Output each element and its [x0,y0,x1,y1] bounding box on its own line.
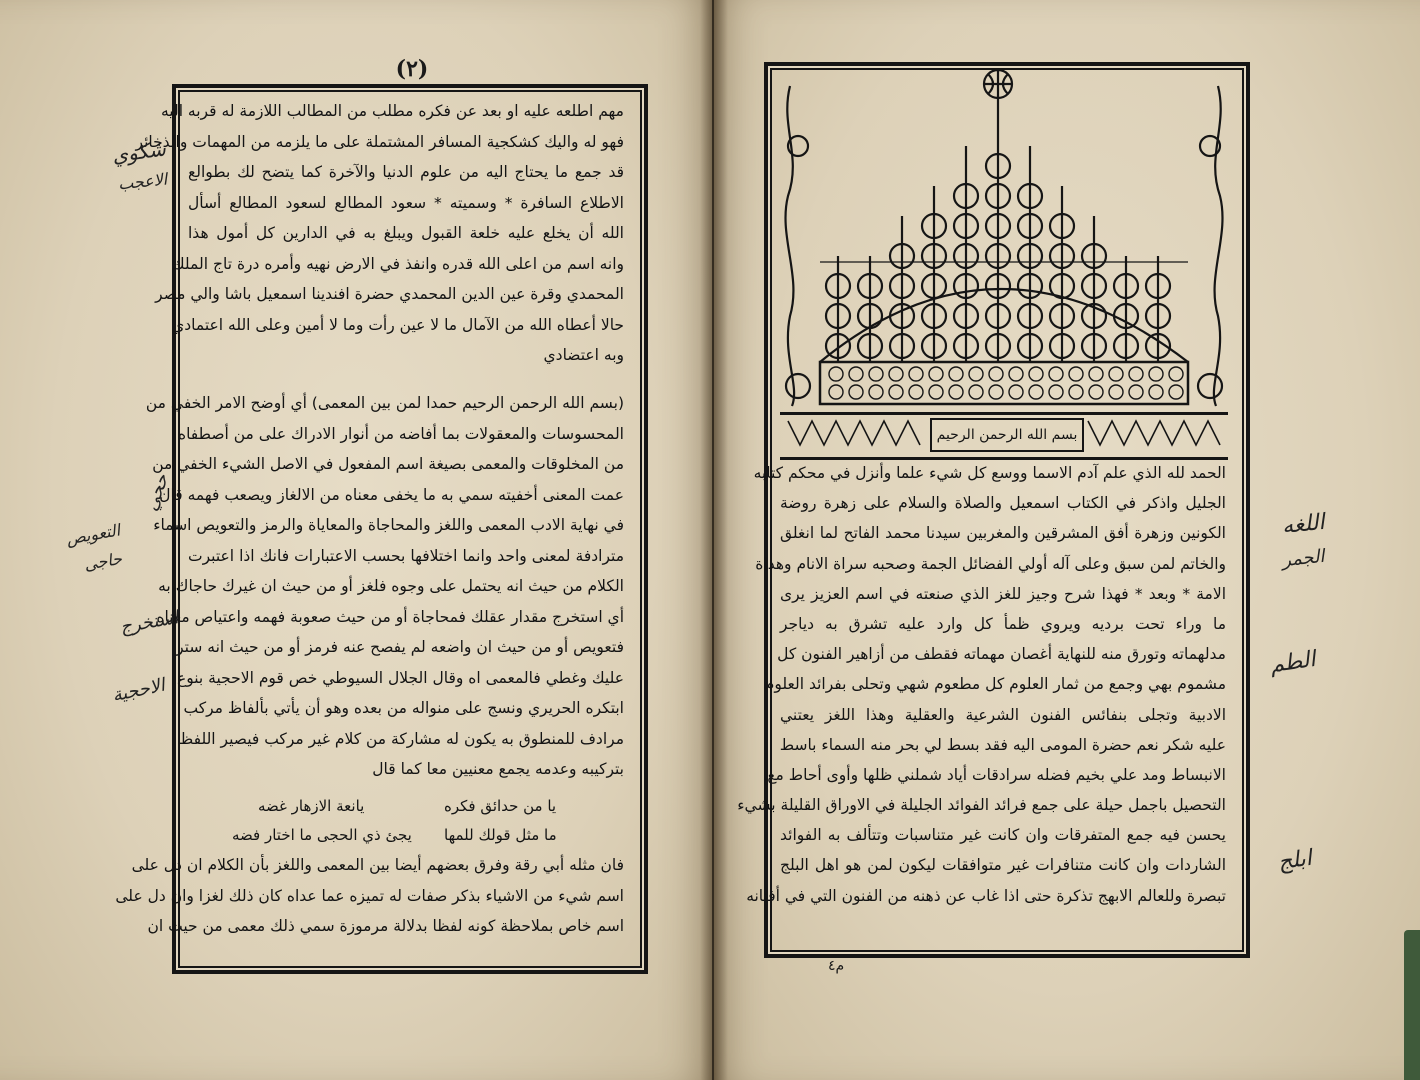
text-line: أي استخرج مقدار عقلك فمحاجاة أو من حيث صعوبة فهمه واعتياص معناه [156,607,624,626]
text-line: وبه اعتضادي [543,346,624,364]
text-line: حالا أعطاه الله من الآمال ما لا عين رأت وما لا أمين وعلى الله اعتمادي [172,315,624,334]
margin-note: حاجى [82,548,124,575]
text-line: المحسوسات والمعقولات بما أفاضه من أنوار الادراك على من أصطفاه [177,424,624,443]
text-line: فان مثله أبي رقة وفرق بعضهم أيضا بين المعمى واللغز بأن الكلام ان دل على [131,856,624,874]
margin-note: الطم [1268,646,1318,679]
text-line: من المخلوقات والمعمى بصيغة اسم المفعول في الاصل الشيء الخفي من [152,455,624,473]
verse-hemistich: ما مثل قولك للمها [444,826,557,844]
text-line: الكونين وزهرة أفق المشرقين والمغربين سيدنا محمد الفاتح لما انغلق [780,524,1226,543]
text-line: بتركيبه وعدمه يجمع معنيين معا كما قال [372,760,624,778]
text-line: اسم خاص بملاحظة كونه لفظا بدلالة مرموزة سمي ذلك معمى من حيث ان [147,917,624,935]
text-line: عليه شكر نعم حضرة المومى اليه فقد بسط لي بحر منه السماء باسط [779,735,1226,754]
text-line: الامة * وبعد * فهذا شرح وجيز للغز الذي صنعته في اسم العزيز يرى [780,584,1226,603]
text-line: مرادف للمنطوق به يكون له مشاركة من كلام غير مركب فيصير اللفظ [178,729,624,748]
decorative-headpiece [780,66,1228,412]
verse-hemistich: يا من حدائق فكره [444,797,557,815]
margin-note: استخرج [118,607,181,638]
text-line: والخاتم لمن سبق وعلى آله أولي الفضائل الجمة وصحبه سراة الانام وهداة [755,554,1226,573]
text-line: تبصرة وللعالم الابهج تذكرة حتى اذا غاب عن ذهنه من الفنون التي في أفنانه [746,886,1226,905]
text-line: ما وراء تحت برديه ويروي ظمأ كل وارد عليه تشرق به دياجر [780,614,1226,633]
margin-note: ابلج [1276,845,1314,876]
text-line: الادبية وتجلى بنفائس الفنون الشرعية والعقلية وهذا اللغز يعتني [780,705,1226,724]
book-gutter [700,0,728,1080]
margin-note: التعويص [64,520,122,549]
text-line: التحصيل باجمل حيلة على جمع فرائد الفوائد الجليلة في الاوراق القليلة بشيء [737,796,1226,815]
text-line: (بسم الله الرحمن الرحيم حمدا لمن بين المعمى) أي أوضح الامر الخفي من [145,394,624,412]
text-line: مشموم بهي وجمع من ثمار العلوم كل مطعوم شهي وتحلى بفرائد العلوم [764,675,1226,694]
text-line: وانه اسم من اعلى الله قدره وانفذ في الارض نهيه وأمره درة تاج الملك [171,254,624,273]
margin-note: الجمر [1281,545,1326,572]
text-line: الشاردات وان كانت متنافرات غير متوافقات ليكون لمن هو اهل البلج [780,856,1226,875]
text-line: الانبساط ومد علي بخيم فضله سرادقات أياد شملني ظلها وأوى أحاط مع [767,765,1226,784]
margin-note: حجي [140,471,174,514]
right-main-paragraph [737,458,1226,911]
text-line: فهو له واليك كشكجية المسافر المشتملة على ما يلزمه من المهمات والذخائر [135,132,624,151]
page-number: (٢) [395,56,429,82]
left-main-paragraph [145,388,624,785]
cover-edge [1404,930,1420,1080]
text-line: الاطلاع السافرة * وسميته * سعود المطالع لسعود المطالع أسأل [188,193,624,212]
margin-note: شكوي [110,136,168,168]
text-line: الله أن يخلع عليه خلعة القبول ويبلغ به في الدارين كل أمول هذا [188,224,624,242]
margin-note: الاحجية [110,674,167,707]
verse-hemistich: يجئ ذي الحجى ما اختار فضه [232,826,412,844]
text-line: ابتكره الحريري ونسج على منواله من بعده وهو أن يأتي بألفاظ مركب [183,699,624,717]
text-line: عمت المعنى أخفيته سمي به ما يخفى معناه من الالغاز ويصعب فهمه قال [159,485,624,504]
margin-note: الاعجب [117,169,169,194]
text-line: يحسن فيه جمع المتفرقات وان كانت غير متناسبات وتتألف به الفوائد [780,826,1226,845]
text-line: فتعويص أو من حيث ان واضعه لم يفصح عنه فرمز أو من حيث انه ستر [176,638,624,656]
text-line: عليك وغطي فالمعمى اه وقال الجلال السيوطي خص قوم الاحجية بنوع [177,668,624,687]
signature-mark: م٤ [828,958,845,974]
text-line: في نهاية الادب المعمى واللغز والمحاجاة والمعاياة والرمز والتعويص اسماء [153,516,624,534]
text-line: الكلام من حيث انه يحتمل على وجوه فلغز أو من حيث ان غيرك حاجاك به [158,577,624,595]
margin-note: اللغه [1280,509,1326,540]
text-line: مدلهماته وتورق منه للنهاية أغصان مهماته فقطف من أزاهير الفنون كل [777,645,1226,664]
text-line: اسم شيء من الاشياء بذكر صفات له تميزه عما عداه كان ذلك لغزا وان دل على [115,886,624,905]
text-line: الحمد لله الذي علم آدم الاسما ووسع كل شيء علما وأنزل في محكم كتابه [753,464,1226,482]
text-line: قد جمع ما يحتاج اليه من علوم الدنيا والآخرة كما يتضح لك بطوالع [188,163,624,181]
basmala-title: بسم الله الرحمن الرحيم [930,418,1084,452]
text-line: مهم اطلعه عليه او بعد عن فكره مطلب من المطالب اللازمة له قربه اليه [160,102,624,120]
verse-hemistich: يانعة الازهار غضه [258,797,365,815]
text-line: المحمدي وقرة عين الدين المحمدي حضرة افندينا اسمعيل باشا والي مصر [155,285,624,303]
left-end-paragraph [115,850,624,942]
text-line: الجليل واذكر في الكتاب اسمعيل والصلاة والسلام على زهرة روضة [780,494,1226,513]
text-line: مترادفة لمعنى واحد وانما اختلافها بحسب الاعتبارات فانك اذا اعتبرت [188,546,624,565]
